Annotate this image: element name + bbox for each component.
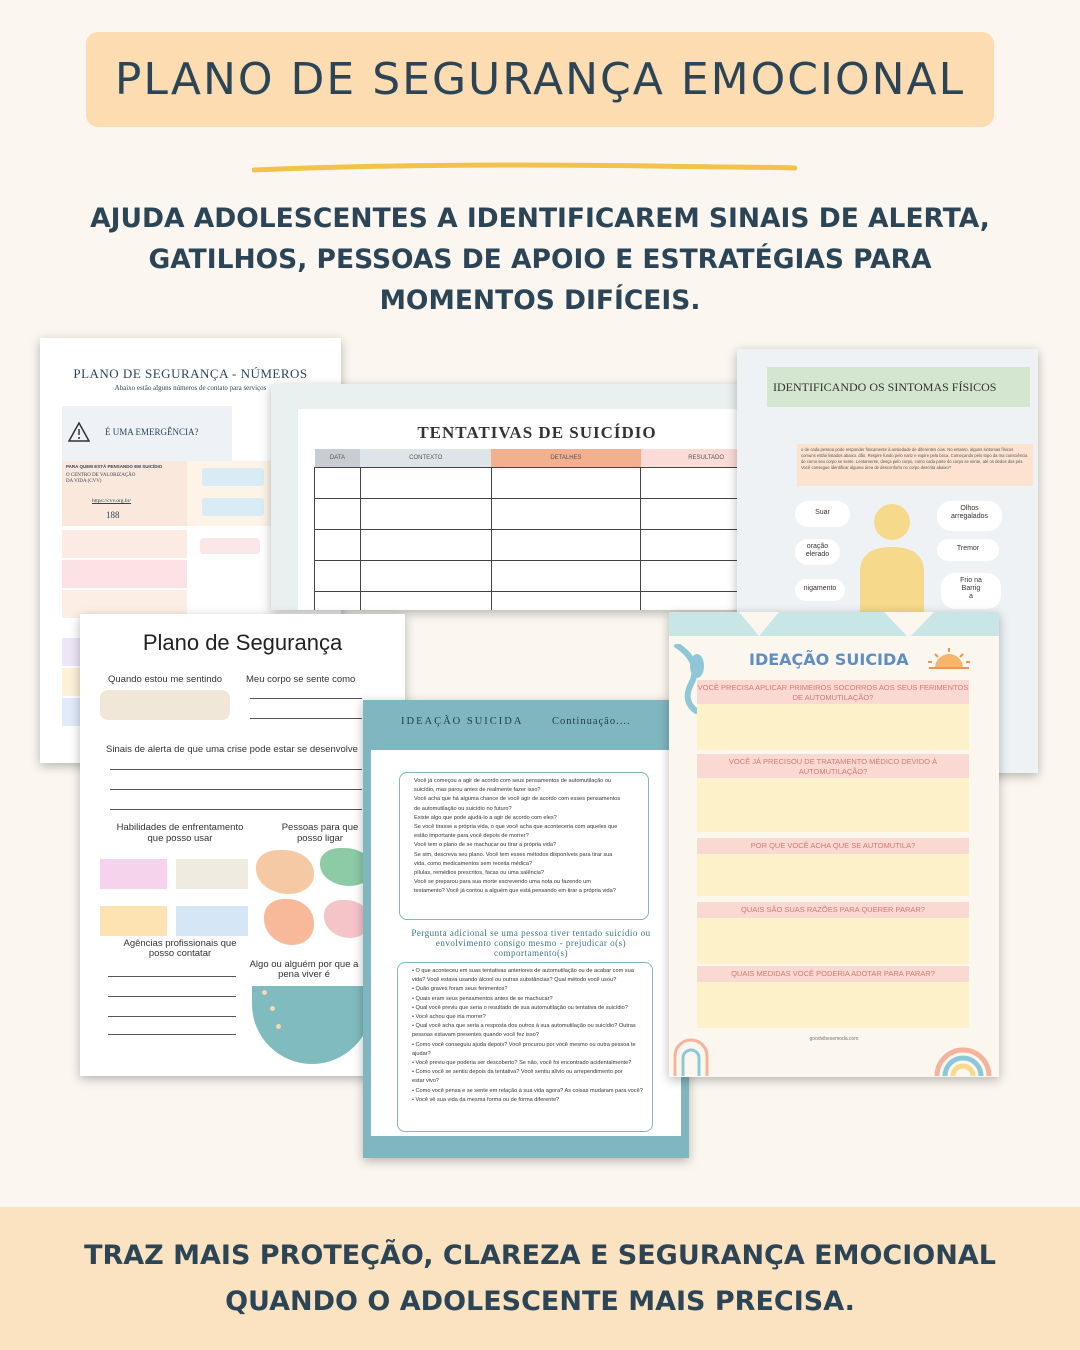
question-line: • Quão graves foram seus ferimentos? xyxy=(412,986,508,993)
table-header: DATA xyxy=(315,449,361,467)
question-line: • Quais eram seus pensamentos antes de se machucar? xyxy=(412,995,553,1002)
question-line: Você tem o plano de se machucar ou tirar a própria vida? xyxy=(414,842,557,849)
page-heading: TENTATIVAS DE SUICÍDIO xyxy=(417,423,657,442)
question-title: QUAIS MEDIDAS VOCÊ PODERIA ADOTAR PARA PARAR? xyxy=(697,966,969,982)
answer-area[interactable] xyxy=(697,918,969,964)
question-line: • Como você se sentiu depois da tentativa? Você sentiu alívio ou arrependimento por xyxy=(412,1069,623,1076)
write-line xyxy=(108,1016,236,1017)
paint-swatch xyxy=(100,859,167,889)
footer-url: goodvibesemoda.com xyxy=(809,1036,859,1042)
page-heading: PLANO DE SEGURANÇA - NÚMEROS xyxy=(73,366,308,381)
footer-banner xyxy=(0,1207,1080,1350)
question-line: Se você tirasse a própria vida, o que você acha que aconteceria com aqueles que xyxy=(414,824,618,831)
write-line xyxy=(110,789,362,790)
field-label: Algo ou alguém por que a pena viver é xyxy=(249,959,359,980)
question-title: POR QUE VOCÊ ACHA QUE SE AUTOMUTILA? xyxy=(697,838,969,854)
question-line: estar vivo? xyxy=(412,1078,440,1085)
color-row xyxy=(62,530,187,558)
write-line xyxy=(108,1034,236,1035)
write-line xyxy=(108,996,236,997)
paint-swatch xyxy=(176,906,248,936)
answer-area[interactable] xyxy=(697,854,969,896)
table-row xyxy=(315,529,772,560)
table-row xyxy=(315,560,772,591)
answer-area[interactable] xyxy=(697,704,969,750)
color-tag xyxy=(200,538,260,554)
preview-page-ideacao-continuacao xyxy=(363,700,689,1158)
table-row xyxy=(315,591,772,610)
field-label: Habilidades de enfrentamento que posso usar xyxy=(116,822,244,844)
write-line xyxy=(110,769,362,770)
question-line: estão importante para você depois de morrer? xyxy=(414,833,529,840)
page-title: PLANO DE SEGURANÇA EMOCIONAL xyxy=(114,54,966,105)
symptom-bubble: Suar xyxy=(795,501,850,527)
table-row xyxy=(315,498,772,529)
decorative-underline xyxy=(252,161,797,175)
field-label: Agências profissionais que posso contatar xyxy=(123,938,237,959)
question-line: Você já começou a agir de acordo com seus pensamentos de automutilação ou xyxy=(414,778,612,784)
write-line xyxy=(110,809,362,810)
question-line: de automutilação ou suicídio no futuro? xyxy=(414,805,512,812)
question-box xyxy=(397,962,653,1132)
dot-icon xyxy=(270,1006,275,1011)
question-line: • Como você pensa e se sente em relação à sua vida agora? As coisas mudaram para você? xyxy=(412,1087,643,1094)
field-label: Quando estou me sentindo xyxy=(108,674,223,685)
color-tag xyxy=(202,498,264,516)
table-header: DETALHES xyxy=(491,449,641,467)
intro-note xyxy=(797,444,1033,486)
footer-line: QUANDO O ADOLESCENTE MAIS PRECISA. xyxy=(225,1285,855,1317)
table-header: RESULTADO xyxy=(641,449,772,467)
question-line: ajudar? xyxy=(412,1050,431,1057)
question-line: testamento? Você já contou a alguém que está pensando em tirar a própria vida? xyxy=(414,888,616,895)
color-tag xyxy=(202,468,264,486)
color-row xyxy=(62,560,187,588)
symptom-bubble: Tremor xyxy=(937,539,999,561)
triangle-decoration-icon xyxy=(669,612,999,642)
page-subheading: Abaixo estão alguns números de contato para serviços xyxy=(114,384,267,392)
cvv-org: O CENTRO DE VALORIZAÇÃO DA VIDA (CVV) xyxy=(66,473,136,484)
question-line: • O que aconteceu em suas tentativas anteriores de automutilação ou de acabar com sua xyxy=(412,968,634,974)
warning-icon xyxy=(68,422,90,442)
contact-blob xyxy=(256,850,314,894)
write-line xyxy=(108,976,236,977)
paint-swatch xyxy=(252,986,372,1064)
symptom-bubble: oração elerado xyxy=(795,539,840,565)
page-heading-cont: Continuação.... xyxy=(552,716,631,727)
field-label: Sinais de alerta de que uma crise pode estar se desenvolve xyxy=(106,744,358,755)
subtitle-line: AJUDA ADOLESCENTES A IDENTIFICAREM SINAIS DE ALERTA, xyxy=(90,203,990,234)
question-title: VOCÊ PRECISA APLICAR PRIMEIROS SOCORROS AOS SEUS FERIMENTOS DE AUTOMUTILAÇÃO? xyxy=(697,680,969,706)
question-title: VOCÊ JÁ PRECISOU DE TRATAMENTO MÉDICO DEVIDO À AUTOMUTILAÇÃO? xyxy=(697,754,969,780)
table-row xyxy=(315,467,772,498)
attempts-table xyxy=(314,449,772,610)
field-label: Pessoas para que posso ligar xyxy=(281,822,359,844)
question-line: • Você achou que iria morrer? xyxy=(412,1014,486,1021)
symptom-bubble: Frio na Barrig a xyxy=(941,573,1001,609)
write-line xyxy=(250,698,362,699)
question-line: Você acha que há alguma chance de você agir de acordo com esses pensamentos xyxy=(414,796,621,803)
question-line: pessoas estavam presentes quando você fez isso? xyxy=(412,1032,539,1039)
cvv-number: 188 xyxy=(106,510,120,520)
paint-swatch xyxy=(100,906,167,936)
cvv-box xyxy=(62,461,187,526)
dot-icon xyxy=(276,1024,281,1029)
answer-area[interactable] xyxy=(697,982,969,1028)
cvv-url[interactable]: https://cvv.org.br/ xyxy=(92,498,131,504)
write-line xyxy=(250,718,362,719)
title-banner xyxy=(86,32,994,127)
emergency-label: É UMA EMERGÊNCIA? xyxy=(105,427,199,437)
emergency-box xyxy=(62,406,232,461)
preview-page-ideacao xyxy=(669,612,999,1077)
paint-swatch xyxy=(176,859,248,889)
page-heading: IDENTIFICANDO OS SINTOMAS FÍSICOS xyxy=(773,380,997,394)
footer-line: TRAZ MAIS PROTEÇÃO, CLAREZA E SEGURANÇA EMOCIONAL xyxy=(84,1239,996,1271)
page-heading: Plano de Segurança xyxy=(142,630,343,655)
question-line: • Como você conseguiu ajuda depois? Você procurou por você mesmo ou outra pessoa te xyxy=(412,1041,636,1048)
note-text: o de cada pessoa pode responder fisicamente à ansiedade de diferentes cias. No entanto, alguns sintomas físicos comuns estão listados abaixo. dão. Respire fundo pelo nariz e expire pela boca. Começando pelo topo da ma consciência de como seu corpo se sente. Lentamente, desça pelo corpo, como cada parte do corpo se sente, até os dedos dos pés. Você consegue identificar alguma área de desconforto no corpo descrita abaixo? xyxy=(801,447,1028,470)
question-box xyxy=(399,772,649,920)
symptom-bubble: nigamento xyxy=(795,579,845,601)
sun-icon xyxy=(927,646,971,670)
question-line: • Você previu que poderia ser descoberto? Se não, você foi encontrado acidentalmente? xyxy=(412,1060,632,1067)
question-line: • Qual você acha que seria a resposta dos outros à sua automutilação ou suicídio? Outras xyxy=(412,1023,636,1030)
subtitle xyxy=(60,198,1020,321)
subtitle-line: MOMENTOS DIFÍCEIS. xyxy=(379,285,701,316)
table-header: CONTEXTO xyxy=(360,449,491,467)
contact-blob xyxy=(264,899,314,945)
answer-area[interactable] xyxy=(697,778,969,832)
question-line: pílulas, remédios prescritos, facas ou uma salência? xyxy=(414,870,544,877)
dot-icon xyxy=(262,990,267,995)
additional-question-heading: Pergunta adicional se uma pessoa tiver tentado suicídio ou envolvimento consigo mesmo - prejudicar o(s) comportamento(s) xyxy=(411,928,651,958)
preview-page-tentativas xyxy=(271,384,805,610)
field-label: Meu corpo se sente como xyxy=(246,674,356,685)
page-sheet xyxy=(371,750,681,1136)
page-sheet xyxy=(298,409,776,610)
question-line: Existe algo que pode ajudá-lo a agir de acordo com eles? xyxy=(414,814,557,821)
rainbow-decoration-icon xyxy=(671,1030,711,1076)
question-line: • Você vê sua vida da mesma forma ou de forma diferente? xyxy=(412,1096,560,1103)
question-line: suicídio, mas parou antes de realmente fazer isso? xyxy=(414,787,541,794)
body-figure-icon xyxy=(850,502,934,622)
question-title: QUAIS SÃO SUAS RAZÕES PARA QUERER PARAR? xyxy=(697,902,969,918)
table-header-row xyxy=(315,449,772,467)
question-line: Se sim, descreva seu plano. Você tem esses métodos disponíveis para tirar sua xyxy=(414,851,613,858)
subtitle-line: GATILHOS, PESSOAS DE APOIO E ESTRATÉGIAS PARA xyxy=(148,244,932,275)
preview-page-plano xyxy=(80,614,405,1076)
cvv-head: PARA QUEM ESTÁ PENSANDO EM SUICÍDIO xyxy=(66,464,163,469)
page-heading-bar xyxy=(767,367,1030,407)
question-line: vida? Você estava usando álcool ou outras substâncias? Qual método você usou? xyxy=(412,977,617,984)
question-line: vida, como medicamentos sem receita médica? xyxy=(414,860,533,867)
rainbow-decoration-icon xyxy=(931,1016,995,1076)
page-heading: IDEAÇÃO SUICIDA xyxy=(401,716,524,727)
question-line: Você se preparou para sua morte escrevendo uma nota ou fazendo um xyxy=(414,879,591,886)
question-line: • Qual você previu que seria o resultado de sua automutilação ou tentativa de suicídio? xyxy=(412,1004,628,1011)
page-heading: IDEAÇÃO SUICIDA xyxy=(749,650,909,669)
symptom-bubble: Olhos arregalados xyxy=(937,501,1002,531)
paint-swatch xyxy=(100,690,230,720)
